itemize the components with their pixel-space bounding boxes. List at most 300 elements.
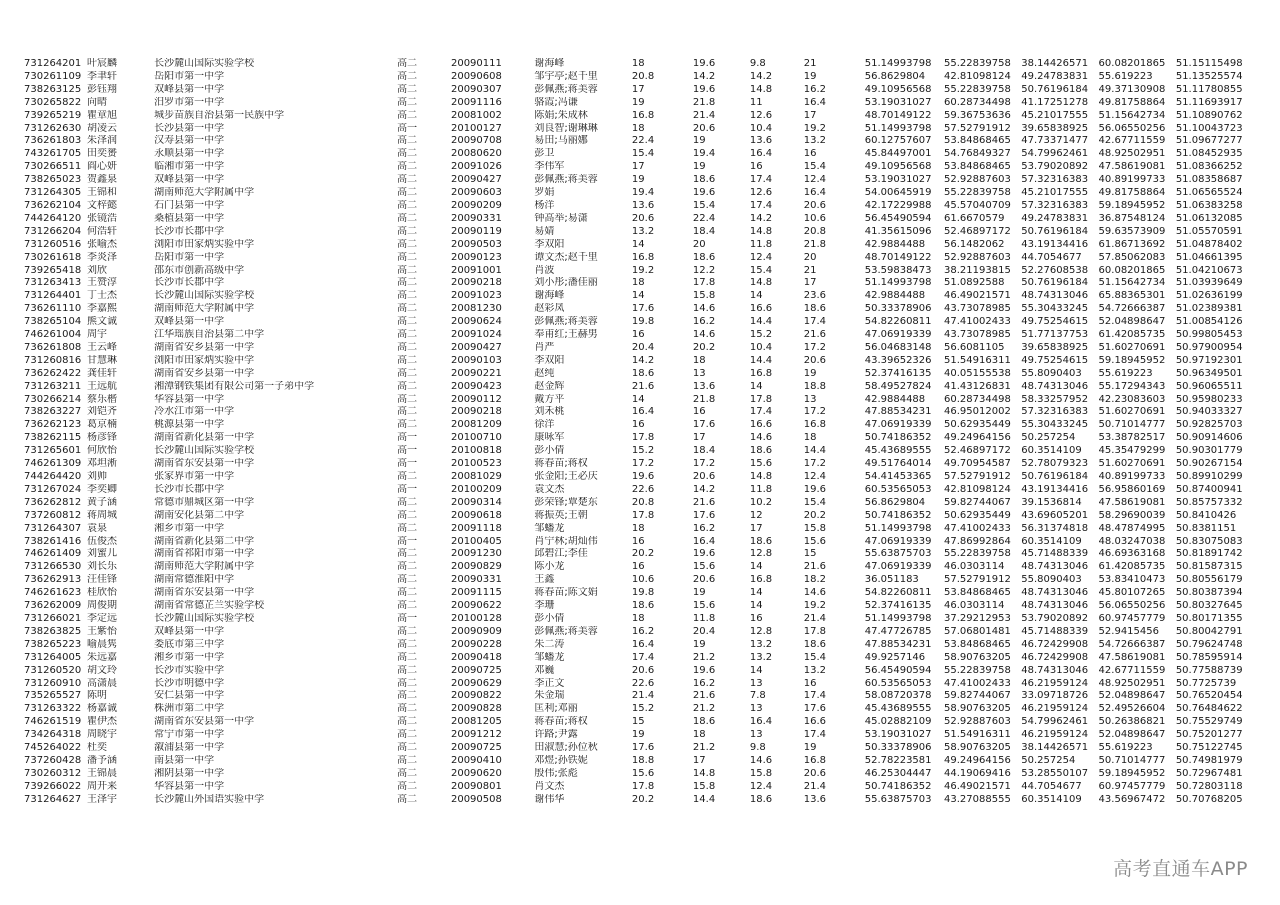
cell-std-c: 55.30433245 xyxy=(1021,303,1089,315)
cell-score-c: 14.6 xyxy=(749,432,773,444)
cell-std-d: 51.60270691 xyxy=(1098,341,1166,353)
cell-grade: 高二 xyxy=(397,664,418,676)
cell-std-b: 49.24964156 xyxy=(944,432,1011,444)
cell-std-d: 48.03247038 xyxy=(1098,535,1166,547)
cell-score-a: 10.6 xyxy=(631,574,655,586)
cell-std-d: 47.58619081 xyxy=(1098,161,1166,173)
cell-std-a: 49.51764014 xyxy=(864,458,932,470)
cell-student-name: 张镜浩 xyxy=(87,212,118,224)
cell-std-b: 59.82744067 xyxy=(944,690,1011,702)
cell-std-d: 60.08201865 xyxy=(1098,58,1166,69)
table-row xyxy=(24,71,1244,84)
cell-std-b: 43.73078985 xyxy=(944,303,1011,315)
cell-std-a: 56.8629804 xyxy=(864,496,926,508)
cell-school: 城步苗族自治县第一民族中学 xyxy=(154,109,285,121)
cell-score-d: 17.2 xyxy=(803,406,826,418)
cell-score-c: 10.2 xyxy=(749,496,773,508)
cell-std-c: 53.79020892 xyxy=(1021,612,1089,624)
cell-score-c: 14.8 xyxy=(749,277,773,289)
cell-score-d: 19.2 xyxy=(803,600,826,612)
cell-school: 湖南省东安县第一中学 xyxy=(154,587,255,599)
cell-score-b: 19.6 xyxy=(692,664,716,676)
cell-student-id: 746261309 xyxy=(24,458,82,470)
cell-score-a: 20.2 xyxy=(631,793,655,805)
cell-std-d: 42.23083603 xyxy=(1098,393,1166,405)
cell-birth-date: 20091024 xyxy=(450,329,502,341)
cell-std-total: 51.10890762 xyxy=(1175,109,1243,121)
cell-student-id: 731260520 xyxy=(24,664,82,676)
cell-std-a: 45.84497001 xyxy=(864,148,932,160)
cell-score-b: 17.6 xyxy=(692,419,716,431)
cell-teacher: 许路;尹露 xyxy=(534,729,578,741)
cell-grade: 高二 xyxy=(397,341,418,353)
cell-std-d: 52.04898647 xyxy=(1098,690,1166,702)
cell-score-b: 13.6 xyxy=(692,380,716,392)
cell-score-a: 19 xyxy=(631,174,645,186)
cell-std-d: 50.26386821 xyxy=(1098,716,1166,728)
cell-std-d: 55.619223 xyxy=(1098,70,1153,82)
table-row xyxy=(24,716,1244,729)
cell-grade: 高二 xyxy=(397,406,418,418)
cell-score-d: 15.8 xyxy=(803,522,826,534)
cell-teacher: 刘良智;谢琳琳 xyxy=(534,122,598,134)
cell-std-b: 44.19069416 xyxy=(944,767,1011,779)
cell-teacher: 杨洋 xyxy=(534,199,555,211)
cell-student-name: 李聿轩 xyxy=(87,70,118,82)
cell-score-b: 14.2 xyxy=(692,483,716,495)
cell-score-d: 20.6 xyxy=(803,199,826,211)
table-row xyxy=(24,703,1244,716)
cell-student-name: 刘欣 xyxy=(87,264,108,276)
cell-score-c: 14.2 xyxy=(749,70,773,82)
cell-student-name: 蔡乐楷 xyxy=(87,393,118,405)
cell-score-c: 13 xyxy=(749,703,763,715)
cell-score-c: 12.4 xyxy=(749,780,773,792)
cell-std-b: 42.81098124 xyxy=(944,70,1011,82)
cell-score-b: 17 xyxy=(692,754,706,766)
cell-score-b: 18 xyxy=(692,354,706,366)
cell-student-name: 杨嘉诚 xyxy=(87,703,118,715)
cell-score-b: 21.2 xyxy=(692,742,716,754)
cell-score-d: 20.6 xyxy=(803,354,826,366)
cell-std-a: 54.00645919 xyxy=(864,187,932,199)
cell-score-d: 21.6 xyxy=(803,329,826,341)
cell-score-b: 21.2 xyxy=(692,651,716,663)
cell-grade: 高二 xyxy=(397,471,418,482)
cell-score-b: 19 xyxy=(692,161,706,173)
cell-std-a: 52.37416135 xyxy=(864,367,932,379)
cell-score-c: 17 xyxy=(749,522,763,534)
cell-score-d: 16.8 xyxy=(803,754,826,766)
cell-teacher: 彭佩燕;蒋美蓉 xyxy=(534,625,598,637)
cell-score-a: 17.8 xyxy=(631,432,655,444)
cell-student-id: 730266214 xyxy=(24,393,82,405)
cell-score-b: 19 xyxy=(692,638,706,650)
cell-teacher: 肖文杰 xyxy=(534,780,565,792)
cell-score-a: 16 xyxy=(631,329,645,341)
cell-std-b: 45.57040709 xyxy=(944,199,1011,211)
cell-std-d: 56.95860169 xyxy=(1098,483,1166,495)
cell-std-d: 60.08201865 xyxy=(1098,264,1166,276)
cell-std-c: 45.71488339 xyxy=(1021,548,1089,560)
cell-std-c: 48.74313046 xyxy=(1021,664,1089,676)
cell-student-name: 黄子涵 xyxy=(87,496,118,508)
cell-std-a: 52.78223581 xyxy=(864,754,932,766)
cell-student-name: 袁泉 xyxy=(87,522,108,534)
cell-std-b: 46.49021571 xyxy=(944,780,1011,792)
cell-score-a: 15.2 xyxy=(631,445,655,457)
cell-teacher: 刘小彤;潘佳丽 xyxy=(534,277,598,289)
cell-birth-date: 20090418 xyxy=(450,651,502,663)
cell-student-name: 阎心妍 xyxy=(87,161,118,173)
cell-std-a: 42.9884488 xyxy=(864,393,926,405)
cell-std-total: 50.81587315 xyxy=(1175,561,1243,573)
table-row xyxy=(24,742,1244,755)
cell-std-total: 51.08358687 xyxy=(1175,174,1243,186)
cell-score-d: 17 xyxy=(803,277,817,289)
cell-std-total: 50.72967481 xyxy=(1175,767,1243,779)
cell-score-a: 18 xyxy=(631,522,645,534)
table-row xyxy=(24,135,1244,148)
cell-score-a: 14.2 xyxy=(631,354,655,366)
cell-teacher: 李双阳 xyxy=(534,354,565,366)
cell-student-name: 周俊期 xyxy=(87,600,118,612)
cell-score-d: 17.2 xyxy=(803,458,826,470)
cell-score-b: 17 xyxy=(692,432,706,444)
cell-score-c: 13 xyxy=(749,729,763,741)
cell-birth-date: 20091115 xyxy=(450,587,502,599)
table-row xyxy=(24,574,1244,587)
cell-std-c: 60.3514109 xyxy=(1021,535,1082,547)
cell-teacher: 王鑫 xyxy=(534,574,555,586)
cell-std-total: 50.74981979 xyxy=(1175,754,1243,766)
cell-teacher: 肖宁林;胡灿伟 xyxy=(534,535,598,547)
cell-std-c: 57.32316383 xyxy=(1021,174,1089,186)
cell-birth-date: 20090608 xyxy=(450,70,502,82)
cell-score-d: 17.4 xyxy=(803,690,826,702)
cell-score-a: 18.8 xyxy=(631,754,655,766)
cell-grade: 高一 xyxy=(397,535,418,547)
cell-std-a: 50.74186352 xyxy=(864,432,932,444)
cell-school: 华容县第一中学 xyxy=(154,780,225,792)
cell-grade: 高二 xyxy=(397,793,418,805)
cell-student-name: 龚佳轩 xyxy=(87,367,118,379)
cell-score-d: 15 xyxy=(803,548,817,560)
table-row xyxy=(24,58,1244,71)
cell-std-total: 50.90267154 xyxy=(1175,458,1243,470)
cell-std-d: 51.60270691 xyxy=(1098,458,1166,470)
cell-std-a: 51.14993798 xyxy=(864,612,932,624)
cell-std-total: 50.94033327 xyxy=(1175,406,1243,418)
cell-student-name: 何欣怡 xyxy=(87,445,118,457)
cell-score-d: 19 xyxy=(803,742,817,754)
cell-std-a: 53.19031027 xyxy=(864,96,932,108)
cell-birth-date: 20090112 xyxy=(450,393,502,405)
cell-std-total: 50.97192301 xyxy=(1175,354,1243,366)
cell-school: 长沙麓山国际实验学校 xyxy=(154,445,255,457)
cell-score-c: 14.2 xyxy=(749,212,773,224)
cell-std-a: 50.33378906 xyxy=(864,742,932,754)
cell-student-id: 736262009 xyxy=(24,600,82,612)
cell-grade: 高二 xyxy=(397,393,418,405)
cell-score-b: 20.2 xyxy=(692,341,716,353)
cell-score-c: 13 xyxy=(749,677,763,689)
cell-std-d: 48.92502951 xyxy=(1098,148,1166,160)
cell-student-name: 周晓宇 xyxy=(87,729,118,741)
cell-std-c: 50.76196184 xyxy=(1021,225,1089,237)
cell-student-name: 胡凌云 xyxy=(87,122,118,134)
cell-teacher: 彭荣锋;覃楚东 xyxy=(534,496,598,508)
cell-std-a: 58.08720378 xyxy=(864,690,932,702)
cell-birth-date: 20100405 xyxy=(450,535,502,547)
cell-std-c: 51.77137753 xyxy=(1021,329,1089,341)
cell-teacher: 肖波 xyxy=(534,264,555,276)
cell-score-d: 20.2 xyxy=(803,509,826,521)
cell-std-d: 53.83410473 xyxy=(1098,574,1166,586)
cell-score-b: 19.4 xyxy=(692,148,716,160)
cell-std-a: 45.43689555 xyxy=(864,445,932,457)
cell-student-name: 瞿伊杰 xyxy=(87,716,118,728)
cell-std-a: 45.02882109 xyxy=(864,716,932,728)
cell-std-a: 56.45490594 xyxy=(864,212,932,224)
cell-student-name: 周开来 xyxy=(87,780,118,792)
cell-std-total: 50.75201277 xyxy=(1175,729,1243,741)
cell-score-c: 12.8 xyxy=(749,625,773,637)
cell-score-b: 13 xyxy=(692,367,706,379)
cell-student-id: 736261803 xyxy=(24,135,82,147)
cell-school: 双峰县第一中学 xyxy=(154,316,225,328)
cell-student-id: 736261110 xyxy=(24,303,82,315)
cell-score-c: 14.8 xyxy=(749,225,773,237)
table-row xyxy=(24,381,1244,394)
cell-student-id: 731264005 xyxy=(24,651,82,663)
cell-std-a: 45.43689555 xyxy=(864,703,932,715)
cell-score-a: 14 xyxy=(631,238,645,250)
cell-std-c: 50.76196184 xyxy=(1021,83,1089,95)
cell-teacher: 谢海峰 xyxy=(534,58,565,69)
table-row xyxy=(24,484,1244,497)
cell-std-b: 46.95012002 xyxy=(944,406,1011,418)
table-row xyxy=(24,406,1244,419)
cell-birth-date: 20090708 xyxy=(450,135,502,147)
cell-std-total: 50.76520454 xyxy=(1175,690,1243,702)
cell-score-d: 19 xyxy=(803,70,817,82)
cell-std-b: 60.28734498 xyxy=(944,96,1011,108)
cell-score-b: 14.6 xyxy=(692,303,716,315)
cell-school: 长沙县第一中学 xyxy=(154,122,225,134)
cell-score-c: 9.8 xyxy=(749,742,766,754)
cell-grade: 高一 xyxy=(397,458,418,470)
cell-school: 娄底市第三中学 xyxy=(154,638,225,650)
cell-std-c: 52.78079323 xyxy=(1021,458,1089,470)
cell-std-d: 56.06550256 xyxy=(1098,600,1166,612)
cell-score-d: 13.6 xyxy=(803,793,826,805)
cell-birth-date: 20100818 xyxy=(450,445,502,457)
cell-student-name: 高潇晨 xyxy=(87,677,118,689)
cell-birth-date: 20090801 xyxy=(450,780,502,792)
cell-teacher: 谢海峰 xyxy=(534,290,565,302)
cell-std-c: 54.79962461 xyxy=(1021,148,1089,160)
cell-std-c: 49.24783831 xyxy=(1021,212,1089,224)
cell-birth-date: 20090228 xyxy=(450,638,502,650)
cell-score-a: 17.8 xyxy=(631,509,655,521)
cell-student-name: 瞿章旭 xyxy=(87,109,118,121)
cell-grade: 高二 xyxy=(397,677,418,689)
cell-std-a: 47.06919339 xyxy=(864,535,932,547)
cell-student-name: 葛京楠 xyxy=(87,419,118,431)
table-row xyxy=(24,303,1244,316)
cell-std-c: 60.3514109 xyxy=(1021,445,1082,457)
cell-std-a: 47.06919339 xyxy=(864,329,932,341)
cell-school: 浏阳市田家炳实验中学 xyxy=(154,354,255,366)
cell-student-name: 王紫怡 xyxy=(87,625,118,637)
cell-std-c: 58.33257952 xyxy=(1021,393,1089,405)
cell-birth-date: 20100209 xyxy=(450,483,502,495)
cell-std-d: 60.97457779 xyxy=(1098,612,1166,624)
cell-student-name: 杨彦锋 xyxy=(87,432,118,444)
cell-std-b: 43.27088555 xyxy=(944,793,1011,805)
cell-school: 双峰县第一中学 xyxy=(154,174,225,186)
cell-grade: 高二 xyxy=(397,419,418,431)
cell-score-d: 20 xyxy=(803,251,817,263)
cell-score-b: 19.6 xyxy=(692,548,716,560)
cell-std-c: 39.65838925 xyxy=(1021,122,1089,134)
cell-score-d: 17.8 xyxy=(803,625,826,637)
table-row xyxy=(24,226,1244,239)
cell-birth-date: 20091001 xyxy=(450,264,502,276)
cell-score-c: 14 xyxy=(749,664,763,676)
cell-std-c: 53.79020892 xyxy=(1021,161,1089,173)
cell-score-c: 12 xyxy=(749,509,763,521)
cell-score-a: 20.2 xyxy=(631,548,655,560)
cell-score-c: 12.6 xyxy=(749,109,773,121)
cell-grade: 高二 xyxy=(397,251,418,263)
cell-score-b: 19 xyxy=(692,587,706,599)
cell-teacher: 陈小龙 xyxy=(534,561,565,573)
cell-school: 湖南省安乡县第一中学 xyxy=(154,367,255,379)
cell-student-id: 738261416 xyxy=(24,535,82,547)
cell-birth-date: 20081205 xyxy=(450,716,502,728)
cell-std-a: 51.14993798 xyxy=(864,122,932,134)
cell-std-total: 50.80042791 xyxy=(1175,625,1243,637)
cell-score-a: 17.6 xyxy=(631,303,655,315)
cell-std-a: 49.10956568 xyxy=(864,161,932,173)
cell-std-total: 51.02636199 xyxy=(1175,290,1243,302)
cell-std-c: 45.21017555 xyxy=(1021,187,1089,199)
cell-teacher: 蒋振英;王朝 xyxy=(534,509,588,521)
table-row xyxy=(24,497,1244,510)
cell-student-name: 李奕卿 xyxy=(87,483,118,495)
cell-student-name: 王锦晨 xyxy=(87,767,118,779)
cell-std-total: 51.05570591 xyxy=(1175,225,1243,237)
cell-grade: 高二 xyxy=(397,58,418,69)
cell-std-d: 52.49526604 xyxy=(1098,703,1166,715)
cell-student-id: 744264120 xyxy=(24,212,82,224)
cell-student-name: 汪佳锋 xyxy=(87,574,118,586)
cell-std-a: 50.74186352 xyxy=(864,509,932,521)
cell-student-name: 王锦和 xyxy=(87,187,118,199)
cell-score-c: 14 xyxy=(749,290,763,302)
cell-std-c: 48.74313046 xyxy=(1021,380,1089,392)
cell-school: 华容县第一中学 xyxy=(154,393,225,405)
cell-birth-date: 20091230 xyxy=(450,548,502,560)
cell-teacher: 匡利;邓丽 xyxy=(534,703,578,715)
cell-score-a: 15.2 xyxy=(631,703,655,715)
cell-std-a: 47.88534231 xyxy=(864,638,932,650)
cell-std-a: 48.70149122 xyxy=(864,109,932,121)
cell-birth-date: 20090624 xyxy=(450,316,502,328)
cell-birth-date: 20100128 xyxy=(450,612,502,624)
cell-student-name: 文梓懿 xyxy=(87,199,118,211)
cell-std-b: 40.05155538 xyxy=(944,367,1011,379)
cell-student-id: 730261618 xyxy=(24,251,82,263)
cell-score-d: 14.6 xyxy=(803,587,826,599)
table-row xyxy=(24,97,1244,110)
cell-score-a: 13.6 xyxy=(631,199,655,211)
cell-std-total: 50.80556179 xyxy=(1175,574,1243,586)
cell-student-id: 743261705 xyxy=(24,148,82,160)
cell-std-total: 50.83075083 xyxy=(1175,535,1243,547)
cell-student-id: 730261109 xyxy=(24,70,82,82)
cell-std-c: 50.257254 xyxy=(1021,754,1076,766)
cell-std-a: 47.06919339 xyxy=(864,419,932,431)
cell-school: 湖南省常德芷兰实验学校 xyxy=(154,600,265,612)
cell-std-total: 50.85757332 xyxy=(1175,496,1243,508)
cell-score-d: 21.4 xyxy=(803,612,826,624)
table-row xyxy=(24,755,1244,768)
cell-score-d: 17.4 xyxy=(803,316,826,328)
table-row xyxy=(24,432,1244,445)
cell-std-d: 52.04898647 xyxy=(1098,316,1166,328)
cell-score-b: 12.2 xyxy=(692,264,716,276)
cell-score-b: 16 xyxy=(692,406,706,418)
cell-std-c: 54.79962461 xyxy=(1021,716,1089,728)
cell-std-c: 46.21959124 xyxy=(1021,677,1089,689)
cell-score-c: 14 xyxy=(749,587,763,599)
cell-std-total: 51.00854126 xyxy=(1175,316,1243,328)
cell-std-total: 51.13525574 xyxy=(1175,70,1243,82)
cell-score-c: 18.6 xyxy=(749,793,773,805)
cell-std-total: 50.76484622 xyxy=(1175,703,1243,715)
cell-std-total: 50.96065511 xyxy=(1175,380,1243,392)
cell-std-d: 49.81758864 xyxy=(1098,187,1166,199)
cell-student-id: 745264022 xyxy=(24,742,82,754)
cell-grade: 高二 xyxy=(397,199,418,211)
cell-score-b: 20.4 xyxy=(692,625,716,637)
cell-std-total: 50.87400941 xyxy=(1175,483,1243,495)
table-row xyxy=(24,458,1244,471)
cell-birth-date: 20090829 xyxy=(450,561,502,573)
cell-student-name: 桂欣怡 xyxy=(87,587,118,599)
cell-teacher: 邹宇亭;赵千里 xyxy=(534,70,598,82)
cell-score-a: 19.6 xyxy=(631,471,655,482)
cell-score-a: 19 xyxy=(631,729,645,741)
cell-std-c: 49.24783831 xyxy=(1021,70,1089,82)
cell-score-a: 14 xyxy=(631,393,645,405)
cell-teacher: 彭佩燕;蒋美蓉 xyxy=(534,316,598,328)
cell-birth-date: 20090822 xyxy=(450,690,502,702)
cell-score-b: 21.6 xyxy=(692,496,716,508)
cell-student-name: 胡文玲 xyxy=(87,664,118,676)
cell-birth-date: 20090427 xyxy=(450,341,502,353)
cell-school: 南县第一中学 xyxy=(154,754,215,766)
cell-student-id: 731262630 xyxy=(24,122,82,134)
cell-school: 湖南师范大学附属中学 xyxy=(154,561,255,573)
cell-std-b: 47.41002433 xyxy=(944,316,1011,328)
cell-score-c: 16 xyxy=(749,612,763,624)
cell-score-a: 19 xyxy=(631,96,645,108)
cell-score-c: 16 xyxy=(749,161,763,173)
